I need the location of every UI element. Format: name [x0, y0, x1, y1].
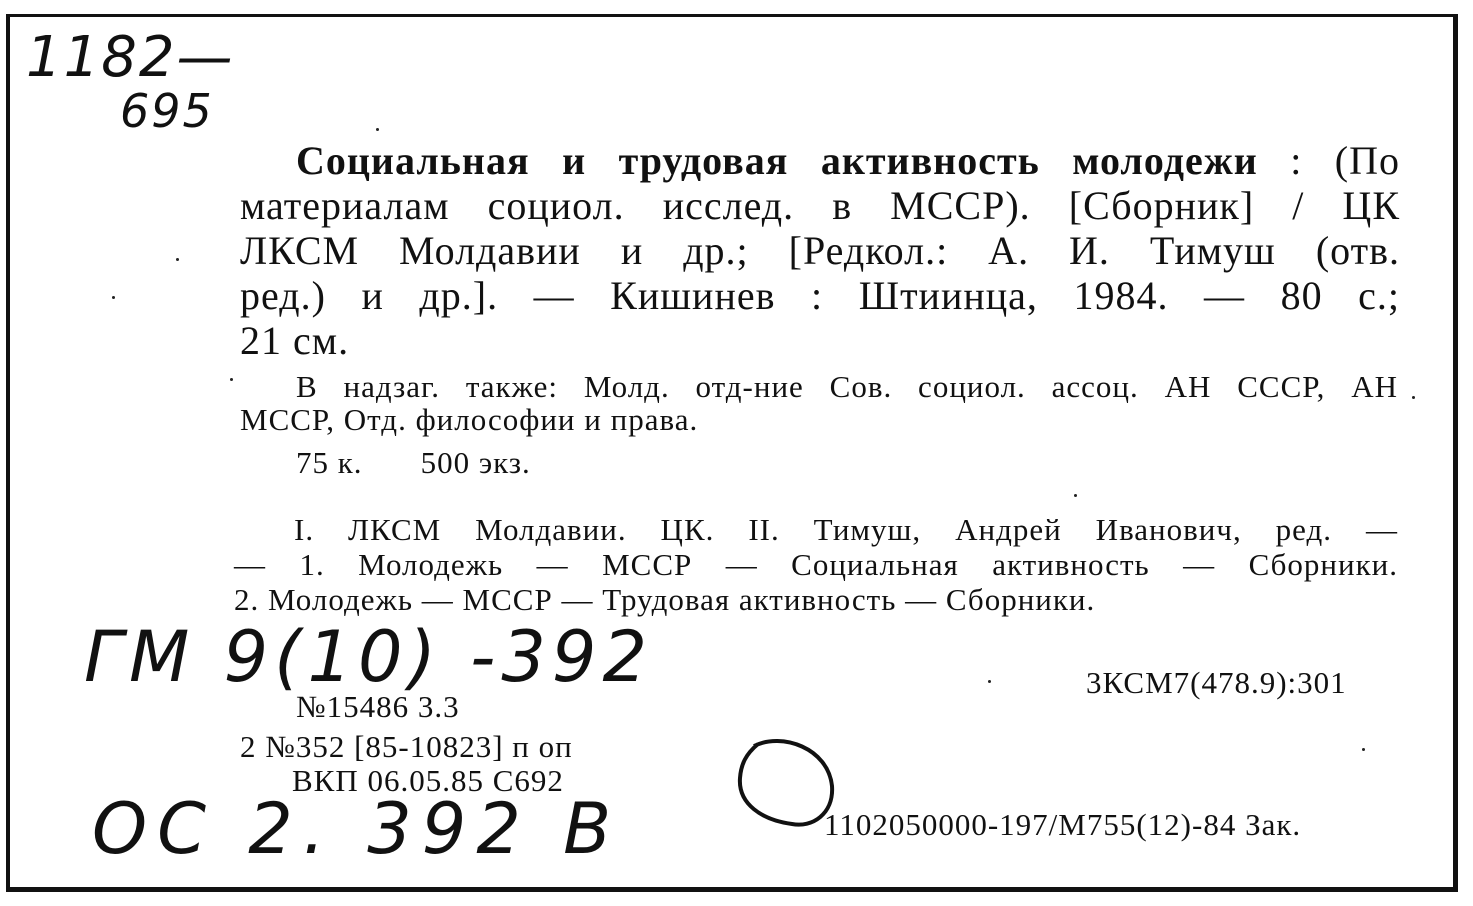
description-line-3: ЛКСМ Молдавии и др.; [Редкол.: А. И. Тимуш (отв. — [240, 228, 1400, 273]
handwritten-call-number-top: 1182— — [26, 25, 235, 90]
description-line-2: материалам социол. исслед. в МССР). [Сборник] / ЦК — [240, 183, 1400, 228]
order-number: 1102050000-197/М755(12)-84 Зак. — [824, 807, 1302, 842]
scan-speck — [112, 296, 115, 299]
description-line-4: ред.) и др.]. — Кишинев : Штиинца, 1984. — 80 с.; — [240, 273, 1400, 318]
scan-speck — [176, 258, 179, 261]
handwritten-call-number-bottom: 695 — [120, 84, 214, 138]
price-and-copies — [296, 446, 531, 479]
description-line-1 — [240, 138, 1400, 183]
scan-speck — [1362, 748, 1365, 751]
copies: 500 экз. — [420, 445, 531, 480]
card-number-line-1: №15486 3.3 — [296, 689, 460, 724]
scan-speck — [988, 680, 991, 683]
scan-speck — [376, 128, 379, 131]
classification-index: 3КСМ7(478.9):301 — [1086, 665, 1347, 700]
bibliographic-description — [240, 138, 1400, 363]
annotation-note — [240, 370, 1398, 436]
handwritten-shelf-mark: ГМ 9(10) -392 — [84, 616, 653, 698]
subject-tracings — [234, 512, 1398, 617]
card-number-line-3: ВКП 06.05.85 С692 — [292, 763, 564, 798]
description-line-1-rest: : (По — [1290, 138, 1400, 183]
description-line-5: 21 см. — [240, 318, 350, 363]
scan-speck — [230, 378, 233, 381]
book-title: Социальная и трудовая активность молодежи — [296, 138, 1258, 183]
tracing-line-1: I. ЛКСМ Молдавии. ЦК. II. Тимуш, Андрей Иванович, ред. — — [294, 512, 1398, 547]
note-line-1: В надзаг. также: Молд. отд-ние Сов. социол. ассоц. АН СССР, АН — [296, 369, 1398, 404]
circle-stamp-mark — [732, 734, 836, 830]
card-number-line-2: 2 №352 [85-10823] п оп — [240, 729, 573, 764]
handwritten-inventory-mark: ОС 2. 392 В — [92, 788, 622, 870]
scan-speck — [1074, 494, 1077, 497]
price: 75 к. — [296, 445, 363, 480]
scan-speck — [1412, 396, 1415, 399]
tracing-line-3: 2. Молодежь — МССР — Трудовая активность — Сборники. — [234, 582, 1096, 617]
note-line-2: МССР, Отд. философии и права. — [240, 402, 699, 437]
tracing-line-2: — 1. Молодежь — МССР — Социальная активность — Сборники. — [234, 547, 1398, 582]
